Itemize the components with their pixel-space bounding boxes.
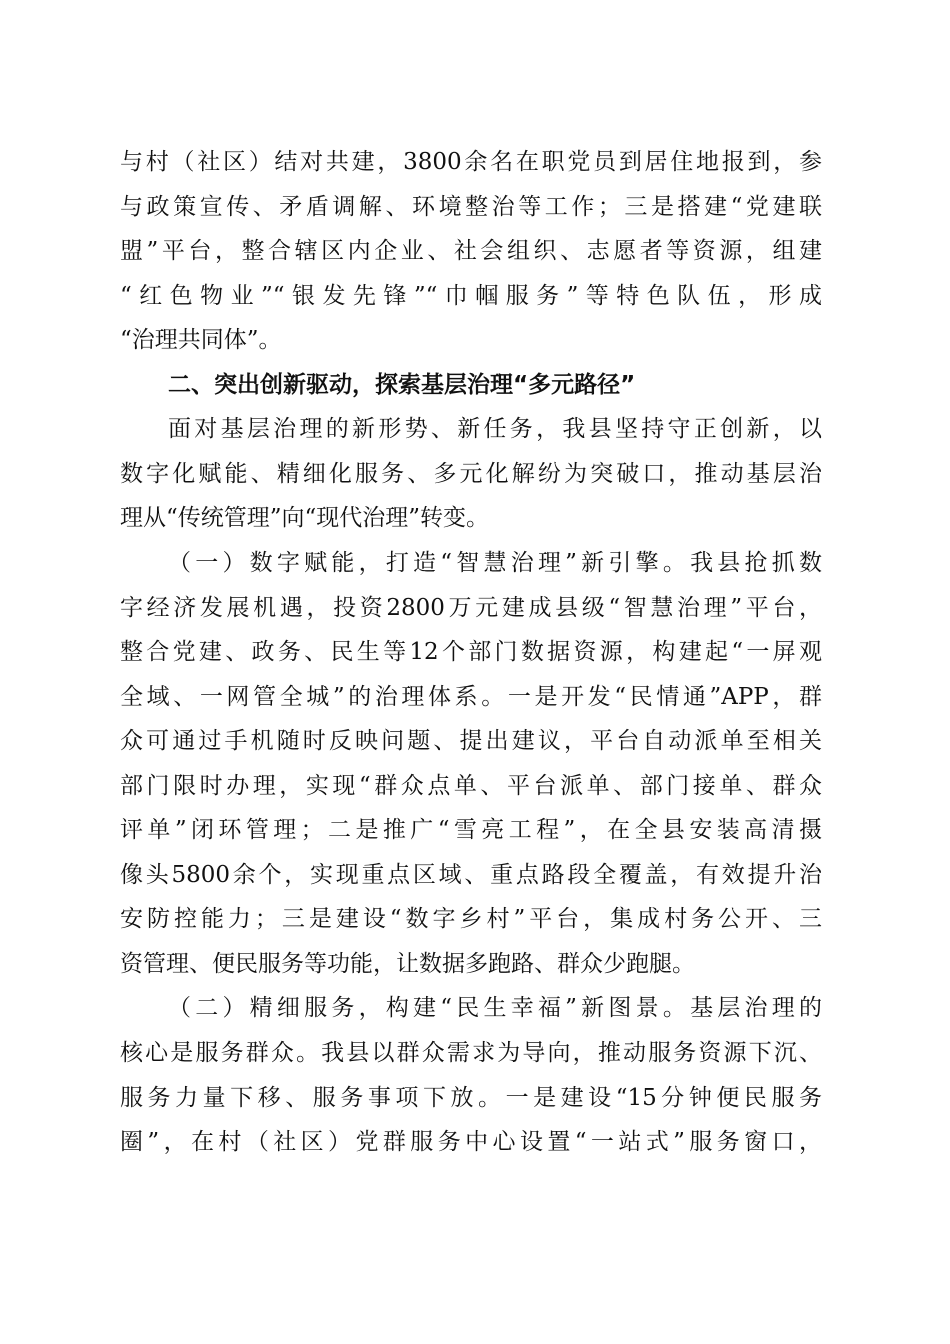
paragraph-line: 圈”，在村（社区）党群服务中心设置“一站式”服务窗口， — [120, 1129, 822, 1156]
paragraph-line: “红色物业”“银发先锋”“巾帼服务”等特色队伍，形成 — [120, 282, 822, 309]
section-heading: 二、突出创新驱动，探索基层治理“多元路径” — [168, 371, 636, 398]
paragraph-line: 全域、一网管全城”的治理体系。一是开发“民情通”APP，群 — [120, 683, 822, 710]
paragraph-line: 盟”平台，整合辖区内企业、社会组织、志愿者等资源，组建 — [120, 238, 822, 265]
paragraph-line: “治理共同体”。 — [120, 327, 282, 354]
paragraph-line: 核心是服务群众。我县以群众需求为导向，推动服务资源下沉、 — [120, 1040, 822, 1066]
paragraph-line: 数字化赋能、精细化服务、多元化解纷为突破口，推动基层治 — [120, 460, 822, 487]
paragraph-line: 部门限时办理，实现“群众点单、平台派单、部门接单、群众 — [120, 772, 822, 799]
paragraph-line: 服务力量下移、服务事项下放。一是建设“15分钟便民服务 — [120, 1084, 822, 1111]
paragraph-line: 评单”闭环管理；二是推广“雪亮工程”，在全县安装高清摄 — [120, 817, 822, 844]
paragraph-line: 字经济发展机遇，投资2800万元建成县级“智慧治理”平台， — [120, 594, 822, 621]
paragraph-line: 众可通过手机随时反映问题、提出建议，平台自动派单至相关 — [120, 728, 822, 755]
paragraph-line: 资管理、便民服务等功能，让数据多跑路、群众少跑腿。 — [120, 950, 695, 977]
paragraph-line: （二）精细服务，构建“民生幸福”新图景。基层治理的 — [168, 995, 822, 1022]
paragraph-line: 与政策宣传、矛盾调解、环境整治等工作；三是搭建“党建联 — [120, 193, 822, 220]
paragraph-line: 整合党建、政务、民生等12个部门数据资源，构建起“一屏观 — [120, 639, 822, 666]
paragraph-line: 面对基层治理的新形势、新任务，我县坚持守正创新，以 — [168, 416, 822, 443]
paragraph-line: 与村（社区）结对共建，3800余名在职党员到居住地报到，参 — [120, 149, 822, 175]
paragraph-line: 安防控能力；三是建设“数字乡村”平台，集成村务公开、三 — [120, 906, 822, 933]
paragraph-line: 像头5800余个，实现重点区域、重点路段全覆盖，有效提升治 — [120, 861, 822, 888]
paragraph-line: 理从“传统管理”向“现代治理”转变。 — [120, 505, 490, 532]
paragraph-line: （一）数字赋能，打造“智慧治理”新引擎。我县抢抓数 — [168, 549, 822, 576]
